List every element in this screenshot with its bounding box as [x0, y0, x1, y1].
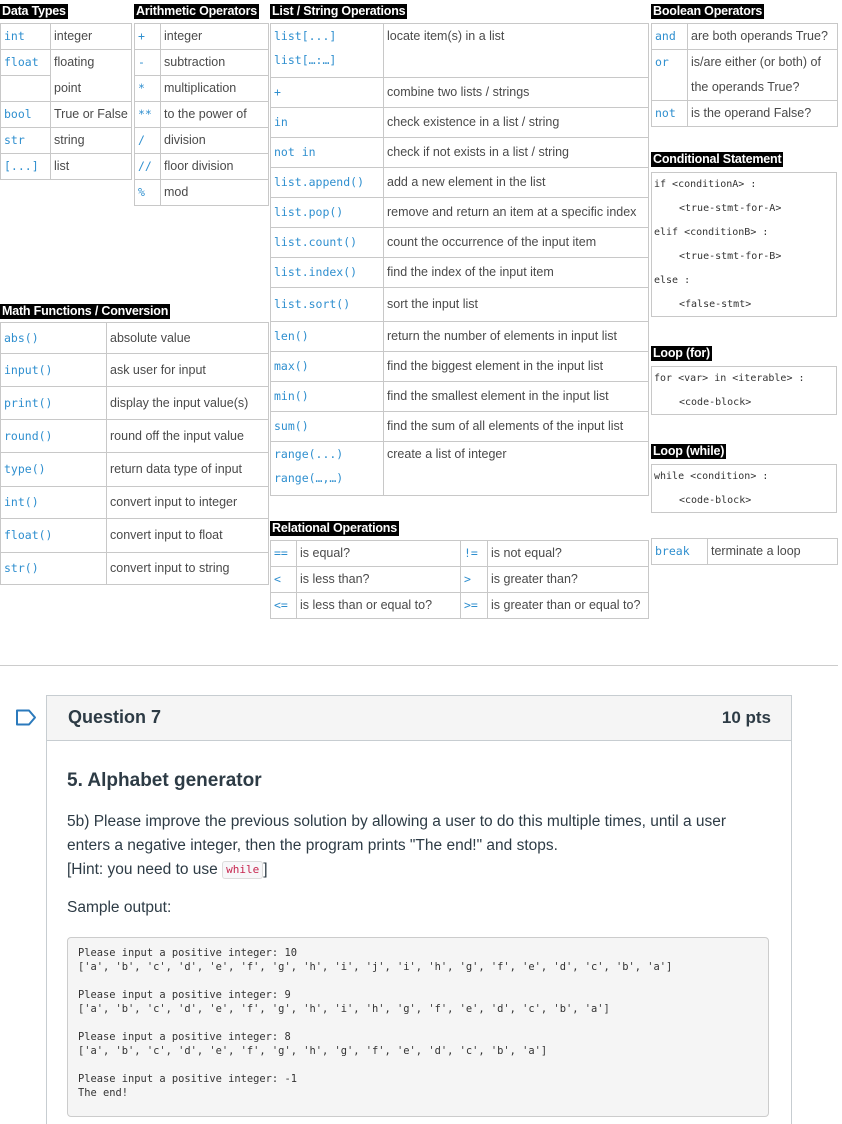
arithmetic-header: Arithmetic Operators: [136, 4, 258, 18]
table-row: list.index() find the index of the input item: [271, 258, 649, 288]
table-row: float() convert input to float: [1, 519, 269, 553]
table-row: + combine two lists / strings: [271, 78, 649, 108]
code-line: <true-stmt-for-B>: [679, 251, 782, 262]
question-text: 5b) Please improve the previous solution by allowing a user to do this multiple times, until a user enters a negative integer, then the program prints "The end!" and stops. [Hint: you need to use while ]: [67, 813, 727, 878]
hint-suffix: ]: [263, 861, 268, 878]
code-line: else :: [654, 275, 691, 286]
list-string-table: [270, 23, 649, 496]
table-row: the operands True?: [652, 75, 838, 101]
table-row: <= is less than or equal to? >= is greater than or equal to?: [271, 593, 649, 619]
conditional-box: [651, 172, 837, 317]
break-table: [651, 538, 838, 565]
boolean-header: Boolean Operators: [653, 4, 763, 18]
table-row: max() find the biggest element in the input list: [271, 352, 649, 382]
table-row: bool True or False: [1, 101, 132, 127]
relational-table: [270, 540, 649, 619]
table-row: range(...) range(…,…) create a list of integer: [271, 442, 649, 496]
table-row: type() return data type of input: [1, 453, 269, 487]
conditional-header: Conditional Statement: [653, 152, 782, 166]
section-divider: [0, 665, 838, 666]
table-row: / division: [135, 128, 269, 154]
table-row: list.count() count the occurrence of the input item: [271, 228, 649, 258]
question-title: Question 7: [68, 707, 162, 727]
arithmetic-table: [134, 23, 269, 206]
table-row: sum() find the sum of all elements of the input list: [271, 412, 649, 442]
loop-while-box: [651, 464, 837, 513]
code-line: while <condition> :: [654, 471, 769, 482]
hint-prefix: [Hint: you need to use: [67, 861, 223, 878]
code-line: <code-block>: [679, 397, 752, 408]
table-row: or is/are either (or both) of: [652, 50, 838, 76]
code-line: <code-block>: [679, 495, 752, 506]
table-row: abs() absolute value: [1, 323, 269, 354]
table-row: list.append() add a new element in the list: [271, 168, 649, 198]
table-row: float floating: [1, 50, 132, 76]
table-row: // floor division: [135, 154, 269, 180]
flag-question-icon[interactable]: [15, 709, 37, 726]
boolean-table: [651, 23, 838, 127]
sample-output-label: Sample output:: [67, 899, 172, 916]
math-header: Math Functions / Conversion: [2, 304, 169, 318]
table-row: int integer: [1, 24, 132, 50]
table-row: print() display the input value(s): [1, 387, 269, 420]
table-row: str string: [1, 127, 132, 153]
question-points: 10 pts: [721, 708, 771, 727]
code-line: <false-stmt>: [679, 299, 752, 310]
list-string-header: List / String Operations: [272, 4, 406, 18]
table-row: * multiplication: [135, 76, 269, 102]
table-row: ** to the power of: [135, 102, 269, 128]
table-row: int() convert input to integer: [1, 487, 269, 519]
code-line: for <var> in <iterable> :: [654, 373, 805, 384]
math-table: [0, 322, 269, 585]
table-row: point: [1, 76, 132, 102]
table-row: [...] list: [1, 153, 132, 179]
table-row: min() find the smallest element in the input list: [271, 382, 649, 412]
table-row: list.pop() remove and return an item at a specific index: [271, 198, 649, 228]
table-row: len() return the number of elements in input list: [271, 322, 649, 352]
table-row: == is equal? != is not equal?: [271, 541, 649, 567]
table-row: list.sort() sort the input list: [271, 288, 649, 322]
question-card: [46, 695, 792, 1124]
question-heading: 5. Alphabet generator: [67, 770, 262, 791]
table-row: and are both operands True?: [652, 24, 838, 50]
loop-for-box: [651, 366, 837, 415]
table-row: break terminate a loop: [652, 539, 838, 565]
table-row: not is the operand False?: [652, 101, 838, 127]
code-line: elif <conditionB> :: [654, 227, 769, 238]
table-row: + integer: [135, 24, 269, 50]
code-line: <true-stmt-for-A>: [679, 203, 782, 214]
table-row: input() ask user for input: [1, 354, 269, 387]
table-row: < is less than? > is greater than?: [271, 567, 649, 593]
table-row: str() convert input to string: [1, 553, 269, 585]
table-row: round() round off the input value: [1, 420, 269, 453]
table-row: not in check if not exists in a list / string: [271, 138, 649, 168]
sample-output-block: Please input a positive integer: 10 ['a', 'b', 'c', 'd', 'e', 'f', 'g', 'h', 'i', 'j', 'i', 'h', 'g', 'f', 'e', 'd', 'c', 'b', 'a'] Please input a positive integer: 9 ['a', 'b', 'c', 'd', 'e', 'f', 'g', 'h', 'i', 'h', 'g', 'f', 'e', 'd', 'c', 'b', 'a'] Please input a positive integer: 8 ['a', 'b', 'c', 'd', 'e', 'f', 'g', 'h', 'g', 'f', 'e', 'd', 'c', 'b', 'a'] Please input a positive integer: -1 The end!: [67, 937, 769, 1117]
code-line: if <conditionA> :: [654, 179, 757, 190]
question-header: [47, 696, 791, 741]
question-body: [47, 770, 791, 1117]
table-row: % mod: [135, 180, 269, 206]
loop-while-header: Loop (while): [653, 444, 725, 458]
table-row: list[...] list[…:…] locate item(s) in a list: [271, 24, 649, 78]
table-row: - subtraction: [135, 50, 269, 76]
data-types-table: [0, 23, 132, 180]
inline-code: while: [222, 861, 263, 879]
table-row: in check existence in a list / string: [271, 108, 649, 138]
loop-for-header: Loop (for): [653, 346, 711, 360]
data-types-header: Data Types: [2, 4, 66, 18]
relational-header: Relational Operations: [272, 521, 397, 535]
